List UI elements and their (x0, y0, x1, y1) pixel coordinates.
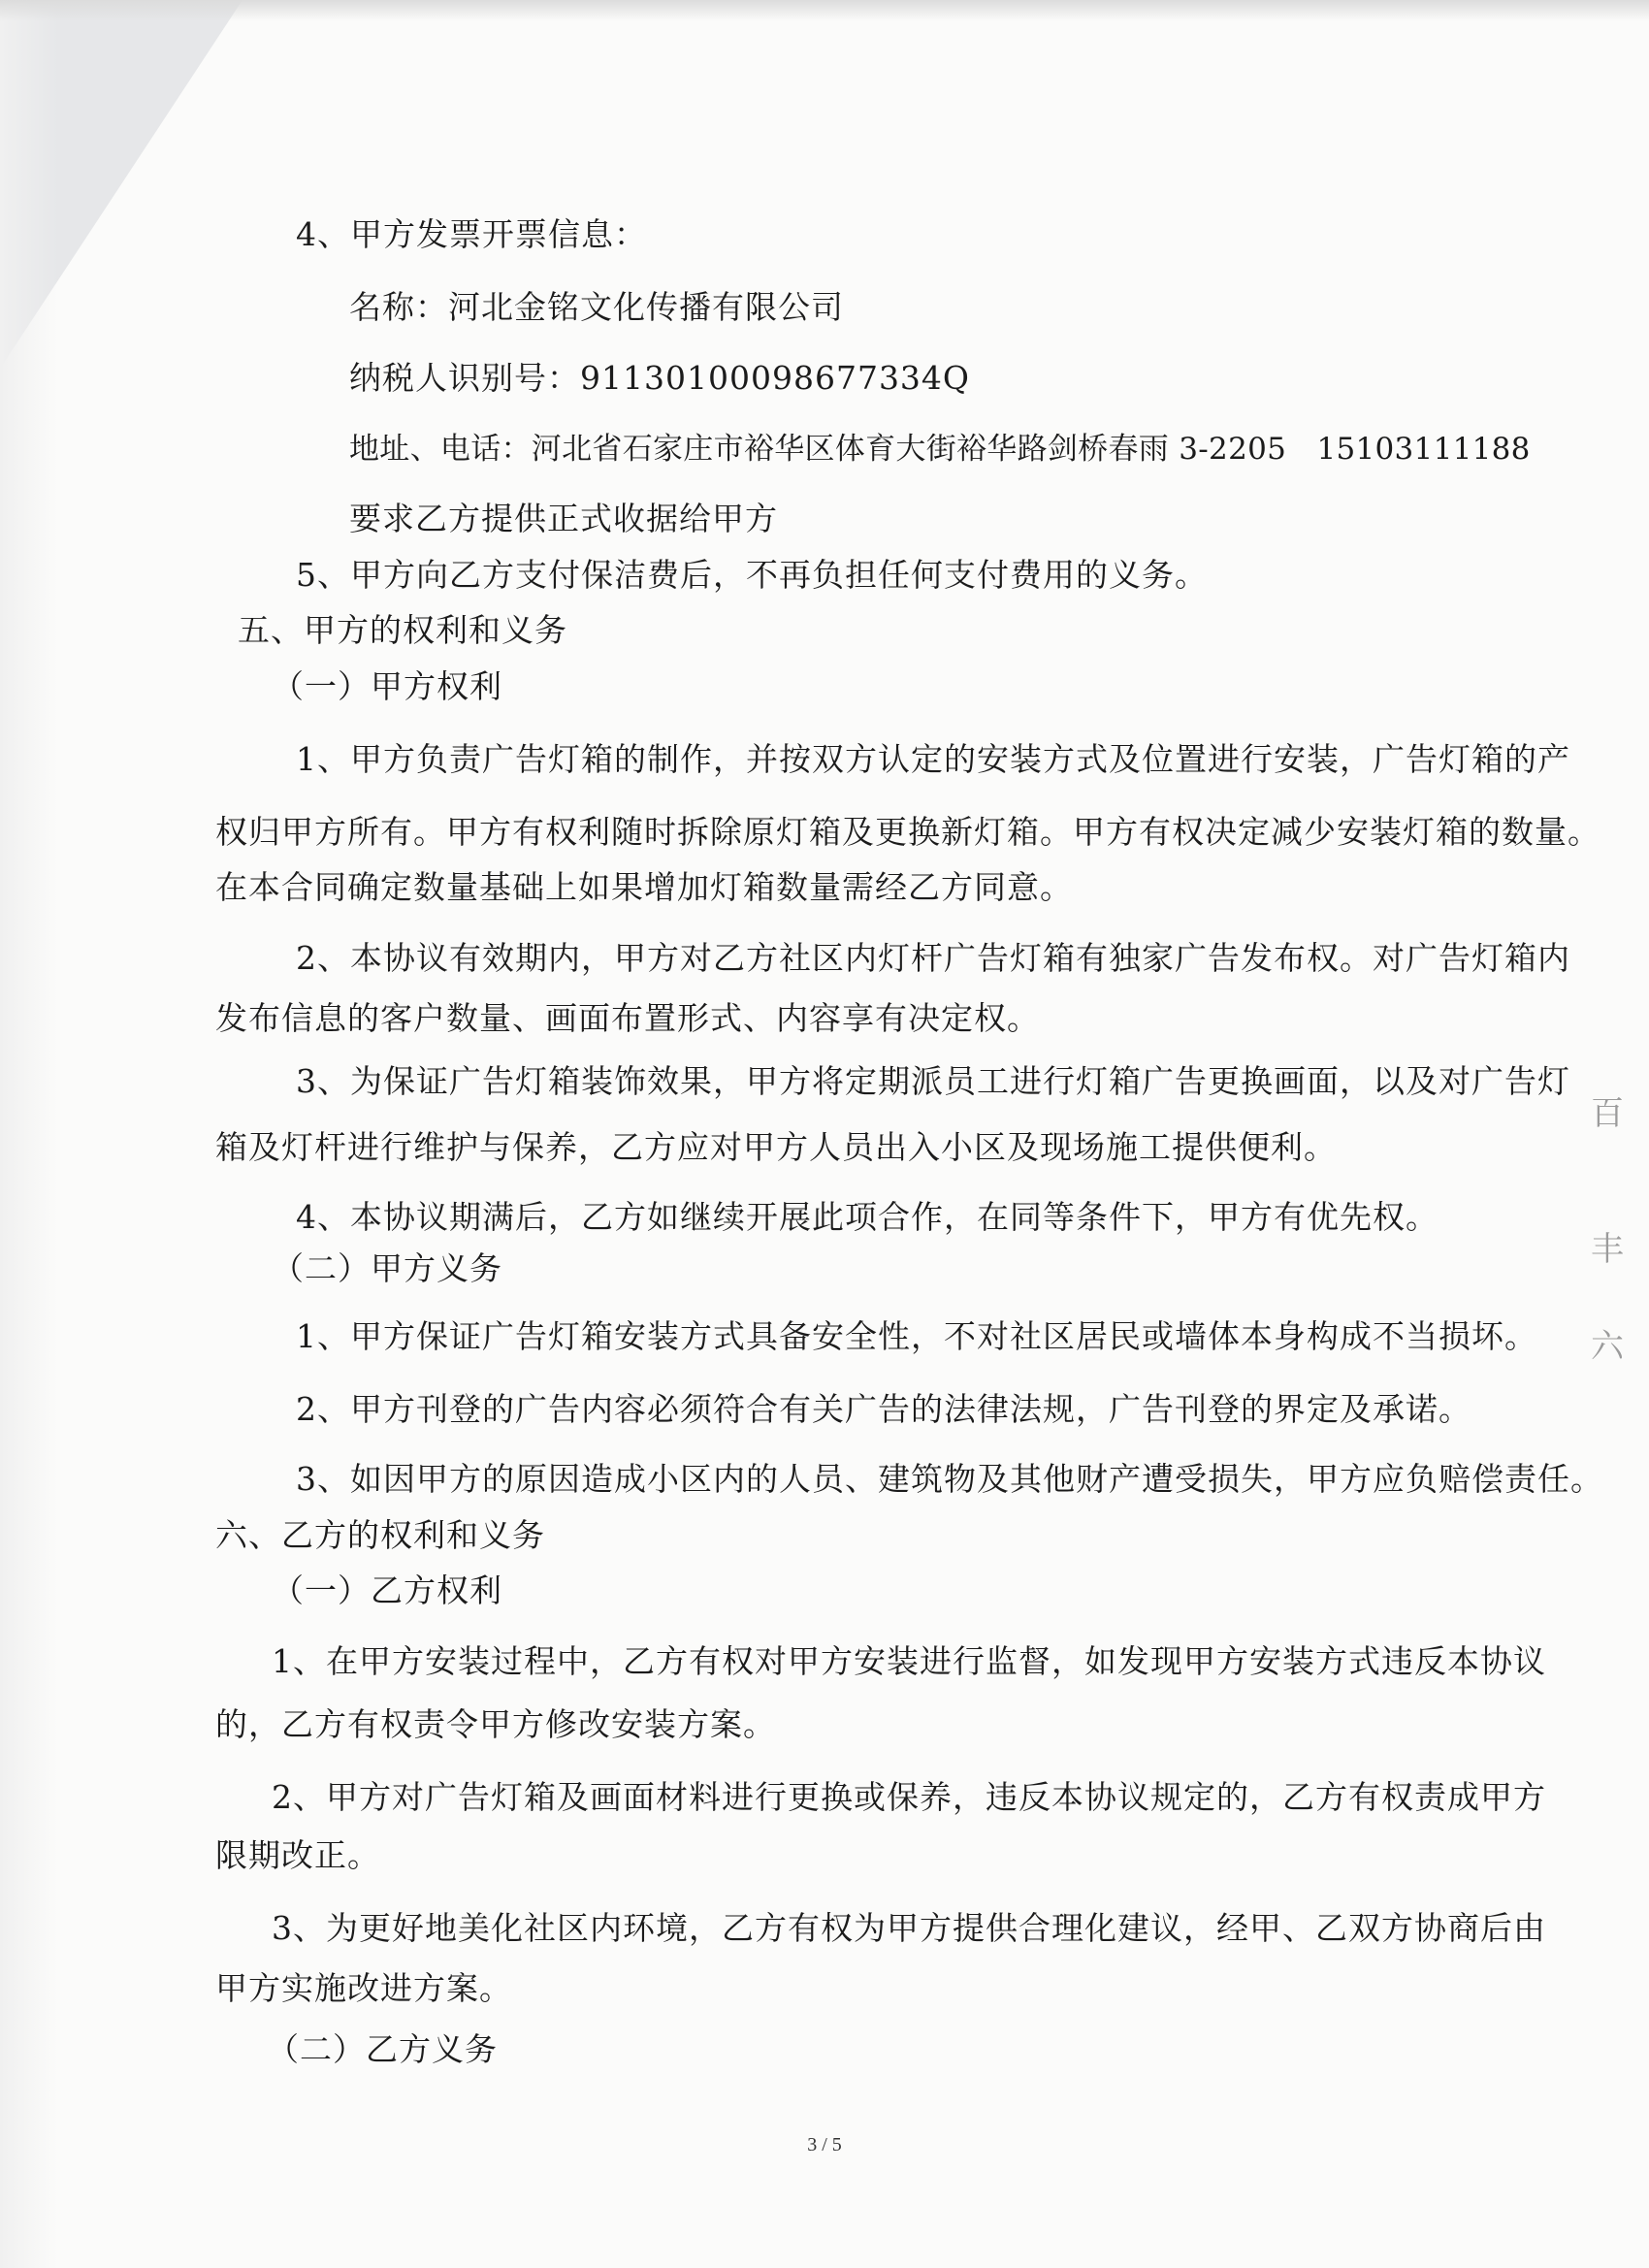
margin-stamp-mark: 六 (1591, 1327, 1624, 1366)
clause-5-1-1-line-2: 权归甲方所有。甲方有权利随时拆除原灯箱及更换新灯箱。甲方有权决定减少安装灯箱的数量。 (215, 813, 1600, 851)
section-5-2-heading: （二）甲方义务 (272, 1249, 502, 1287)
margin-stamp-mark: 百 (1591, 1094, 1624, 1133)
scan-left-edge (0, 0, 58, 2268)
clause-6-1-3-line-2: 甲方实施改进方案。 (215, 1969, 512, 2007)
clause-5-1-4: 4、本协议期满后，乙方如继续开展此项合作，在同等条件下，甲方有优先权。 (296, 1198, 1439, 1236)
clause-5-1-3-line-1: 3、为保证广告灯箱装饰效果，甲方将定期派员工进行灯箱广告更换画面，以及对广告灯 (296, 1062, 1570, 1100)
clause-5-1-2-line-2: 发布信息的客户数量、画面布置形式、内容享有决定权。 (215, 999, 1040, 1037)
clause-5-2-3: 3、如因甲方的原因造成小区内的人员、建筑物及其他财产遭受损失，甲方应负赔偿责任。 (296, 1460, 1603, 1498)
section-6-1-heading: （一）乙方权利 (272, 1571, 502, 1609)
clause-6-1-3-line-1: 3、为更好地美化社区内环境，乙方有权为甲方提供合理化建议，经甲、乙双方协商后由 (272, 1909, 1546, 1947)
clause-6-1-1-line-2: 的，乙方有权责令甲方修改安装方案。 (215, 1705, 776, 1743)
clause-5-1-1-line-3: 在本合同确定数量基础上如果增加灯箱数量需经乙方同意。 (215, 868, 1073, 906)
section-6-heading: 六、乙方的权利和义务 (215, 1516, 545, 1554)
section-6-2-heading: （二）乙方义务 (267, 2030, 498, 2068)
clause-6-1-2-line-1: 2、甲方对广告灯箱及画面材料进行更换或保养，违反本协议规定的，乙方有权责成甲方 (272, 1778, 1546, 1816)
clause-5-1-1-line-1: 1、甲方负责广告灯箱的制作，并按双方认定的安装方式及位置进行安装，广告灯箱的产 (296, 740, 1570, 778)
clause-4-5: 5、甲方向乙方支付保洁费后，不再负担任何支付费用的义务。 (296, 556, 1208, 594)
scan-top-edge (0, 0, 1649, 21)
clause-5-2-2: 2、甲方刊登的广告内容必须符合有关广告的法律法规，广告刊登的界定及承诺。 (296, 1390, 1471, 1428)
clause-6-1-1-line-1: 1、在甲方安装过程中，乙方有权对甲方安装进行监督，如发现甲方安装方式违反本协议 (272, 1642, 1546, 1680)
section-5-1-heading: （一）甲方权利 (272, 667, 502, 705)
clause-5-1-2-line-1: 2、本协议有效期内，甲方对乙方社区内灯杆广告灯箱有独家广告发布权。对广告灯箱内 (296, 939, 1570, 977)
clause-6-1-2-line-2: 限期改正。 (215, 1836, 380, 1874)
margin-stamp-mark: 丰 (1591, 1230, 1624, 1269)
invoice-info-heading: 4、甲方发票开票信息： (296, 215, 647, 253)
clause-5-2-1: 1、甲方保证广告灯箱安装方式具备安全性，不对社区居民或墙体本身构成不当损坏。 (296, 1317, 1537, 1355)
section-5-heading: 五、甲方的权利和义务 (238, 611, 567, 649)
receipt-requirement-line: 要求乙方提供正式收据给甲方 (349, 500, 778, 537)
page-number: 3 / 5 (807, 2134, 842, 2155)
invoice-name-line: 名称：河北金铭文化传播有限公司 (349, 288, 844, 326)
invoice-taxid-line: 纳税人识别号：91130100098677334Q (349, 359, 970, 397)
invoice-address-line: 地址、电话：河北省石家庄市裕华区体育大街裕华路剑桥春雨 3-2205 15103111188 (349, 432, 1531, 467)
clause-5-1-3-line-2: 箱及灯杆进行维护与保养，乙方应对甲方人员出入小区及现场施工提供便利。 (215, 1128, 1337, 1166)
